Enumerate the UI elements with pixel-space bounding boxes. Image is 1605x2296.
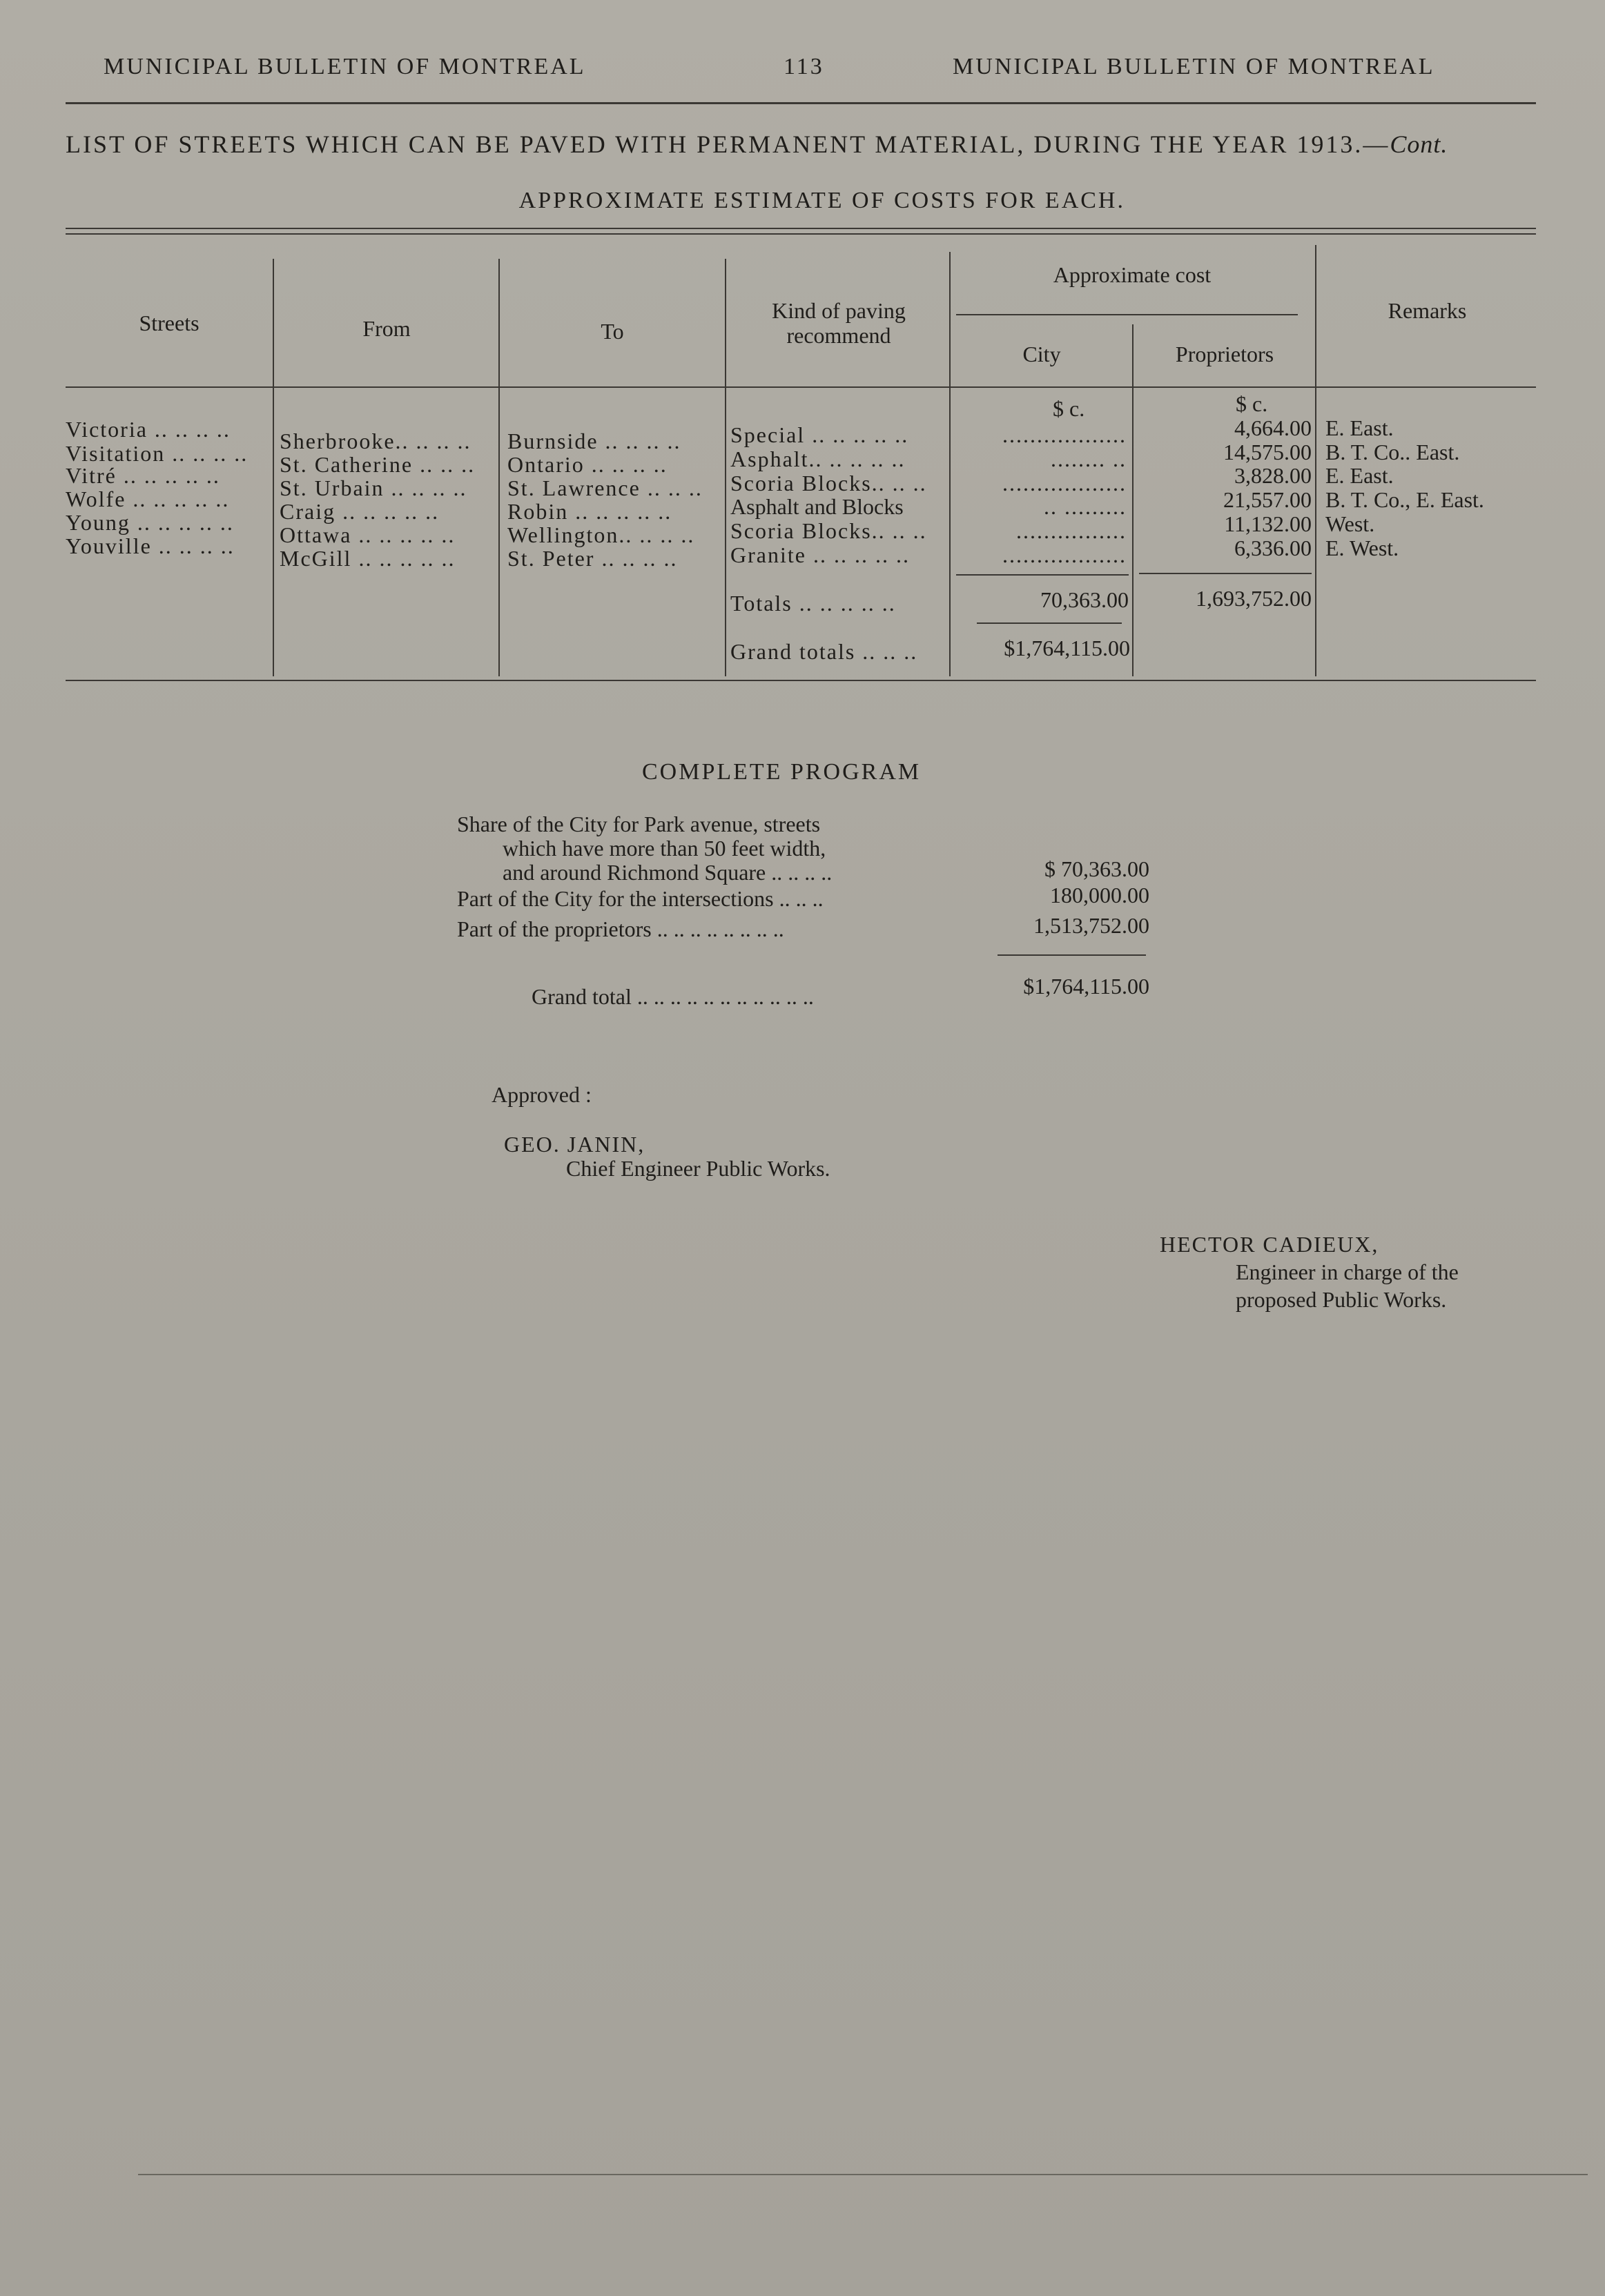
program-line-1c: and around Richmond Square .. .. .. .. <box>503 860 833 885</box>
totals-proprietors: 1,693,752.00 <box>1196 587 1312 611</box>
col-divider-2 <box>498 259 500 676</box>
table-title <box>66 130 1543 159</box>
header-proprietors: Proprietors <box>1175 342 1274 366</box>
cell-proprietors: 3,828.00 <box>1234 464 1312 488</box>
program-line-2: Part of the City for the intersections .. .. .. <box>457 886 824 911</box>
table-bottom-rule <box>66 680 1536 681</box>
table-top-rule-2 <box>66 233 1536 235</box>
cell-from: Craig .. .. .. .. .. <box>280 500 440 524</box>
cell-proprietors: 11,132.00 <box>1224 512 1312 536</box>
signatory-title-2a: Engineer in charge of the <box>1236 1259 1459 1284</box>
cell-street: Young .. .. .. .. .. <box>66 511 234 535</box>
totals-label: Totals .. .. .. .. .. <box>730 591 896 616</box>
totals-rule-city <box>956 574 1129 576</box>
signatory-title-2b: proposed Public Works. <box>1236 1287 1447 1312</box>
cell-proprietors: 14,575.00 <box>1223 440 1312 464</box>
cell-proprietors: 4,664.00 <box>1234 416 1312 440</box>
col-divider-6 <box>1315 245 1316 676</box>
cell-street: Visitation .. .. .. .. <box>66 442 249 466</box>
cell-street: Vitré .. .. .. .. .. <box>66 464 220 488</box>
cell-to: Robin .. .. .. .. .. <box>507 500 672 524</box>
program-line-1a: Share of the City for Park avenue, streets <box>457 812 821 836</box>
cell-from: Ottawa .. .. .. .. .. <box>280 523 456 547</box>
program-title: COMPLETE PROGRAM <box>642 759 922 785</box>
cell-from: St. Urbain .. .. .. .. <box>280 476 467 500</box>
approx-cost-rule <box>956 314 1298 315</box>
cell-city: ........ .. <box>1051 447 1127 471</box>
approved-label: Approved : <box>492 1082 592 1107</box>
header-approx-cost: Approximate cost <box>1053 262 1212 287</box>
totals-rule-proprietors <box>1139 573 1312 574</box>
cell-city: .................. <box>1002 471 1127 495</box>
cell-city: .. ......... <box>1044 495 1127 519</box>
col-divider-5 <box>1132 324 1134 676</box>
cell-to: St. Lawrence .. .. .. <box>507 476 703 500</box>
cell-to: Wellington.. .. .. .. <box>507 523 695 547</box>
header-rule <box>66 102 1536 104</box>
cell-from: McGill .. .. .. .. .. <box>280 547 456 571</box>
program-grand-label: Grand total .. .. .. .. .. .. .. .. .. .. .. <box>532 984 814 1009</box>
header-kind: Kind of paving recommend <box>772 298 906 348</box>
program-line-3: Part of the proprietors .. .. .. .. .. .. .. .. <box>457 916 784 941</box>
grand-totals-label: Grand totals .. .. .. <box>730 640 918 664</box>
cell-kind: Asphalt.. .. .. .. .. <box>730 447 906 471</box>
signatory-title-1: Chief Engineer Public Works. <box>566 1156 830 1181</box>
currency-proprietors: $ c. <box>1236 392 1268 416</box>
cell-to: Ontario .. .. .. .. <box>507 453 668 477</box>
table-subtitle: APPROXIMATE ESTIMATE OF COSTS FOR EACH. <box>518 188 1125 213</box>
page-number: 113 <box>784 54 824 79</box>
currency-city: $ c. <box>1053 397 1085 421</box>
bottom-rule <box>138 2174 1588 2175</box>
cell-remarks: West. <box>1325 512 1375 536</box>
cell-from: Sherbrooke.. .. .. .. <box>280 429 471 453</box>
table-title-cont: Cont. <box>1390 130 1448 158</box>
col-divider-3 <box>725 259 726 676</box>
cell-street: Youville .. .. .. .. <box>66 534 235 558</box>
table-top-rule <box>66 228 1536 229</box>
cell-kind: Special .. .. .. .. .. <box>730 423 909 447</box>
program-value-1: $ 70,363.00 <box>1044 856 1149 881</box>
cell-city: .................. <box>1002 543 1127 567</box>
cell-kind: Scoria Blocks.. .. .. <box>730 471 927 495</box>
col-divider-1 <box>273 259 274 676</box>
running-header-right: MUNICIPAL BULLETIN OF MONTREAL <box>953 54 1435 79</box>
program-value-2: 180,000.00 <box>1050 883 1149 907</box>
grand-totals-city: $1,764,115.00 <box>1004 636 1130 660</box>
header-remarks: Remarks <box>1388 298 1467 323</box>
program-grand-value: $1,764,115.00 <box>1023 974 1149 999</box>
header-city: City <box>1022 342 1061 366</box>
col-divider-4 <box>949 252 951 676</box>
totals-city: 70,363.00 <box>1040 588 1129 612</box>
cell-to: St. Peter .. .. .. .. <box>507 547 678 571</box>
cell-remarks: E. East. <box>1325 464 1394 488</box>
cell-kind: Asphalt and Blocks <box>730 495 904 519</box>
cell-remarks: E. West. <box>1325 536 1399 560</box>
cell-kind: Granite .. .. .. .. .. <box>730 543 910 567</box>
header-from: From <box>362 316 411 341</box>
program-line-1b: which have more than 50 feet width, <box>503 836 826 861</box>
cell-city: ................ <box>1016 519 1127 543</box>
cell-proprietors: 21,557.00 <box>1223 488 1312 512</box>
program-value-3: 1,513,752.00 <box>1033 913 1149 938</box>
cell-proprietors: 6,336.00 <box>1234 536 1312 560</box>
cell-to: Burnside .. .. .. .. <box>507 429 681 453</box>
table-title-text: LIST OF STREETS WHICH CAN BE PAVED WITH PERMANENT MATERIAL, DURING THE YEAR 1913.— <box>66 130 1390 158</box>
cell-street: Victoria .. .. .. .. <box>66 418 231 442</box>
cell-kind: Scoria Blocks.. .. .. <box>730 519 927 543</box>
signatory-name-2: HECTOR CADIEUX, <box>1160 1232 1379 1257</box>
cell-remarks: E. East. <box>1325 416 1394 440</box>
cell-remarks: B. T. Co., E. East. <box>1325 488 1484 512</box>
cell-city: .................. <box>1002 423 1127 447</box>
cell-remarks: B. T. Co.. East. <box>1325 440 1460 464</box>
cell-street: Wolfe .. .. .. .. .. <box>66 487 230 511</box>
program-sum-rule <box>998 954 1146 956</box>
running-header-left: MUNICIPAL BULLETIN OF MONTREAL <box>104 54 586 79</box>
cell-from: St. Catherine .. .. .. <box>280 453 476 477</box>
header-streets: Streets <box>139 311 200 335</box>
grand-totals-rule <box>977 622 1122 624</box>
signatory-name-1: GEO. JANIN, <box>504 1132 645 1157</box>
header-to: To <box>601 319 624 344</box>
